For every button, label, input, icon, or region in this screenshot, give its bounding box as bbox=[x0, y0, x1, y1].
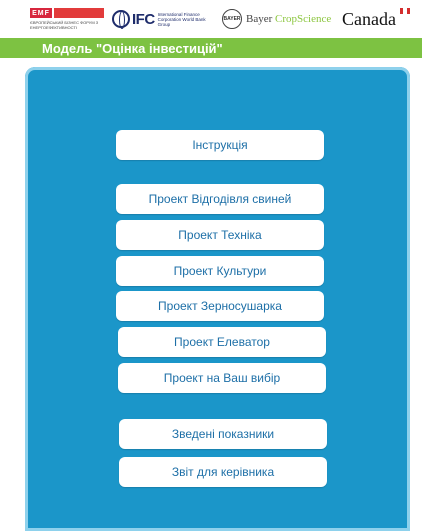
title-bar bbox=[0, 38, 422, 58]
globe-icon bbox=[112, 10, 130, 28]
ifc-logo-label: IFC bbox=[132, 10, 155, 28]
bayer-suffix: CropScience bbox=[275, 13, 332, 25]
project-elevator-button[interactable]: Проект Елеватор bbox=[118, 327, 326, 357]
emf-logo bbox=[30, 6, 104, 32]
menu-panel bbox=[25, 67, 410, 531]
bayer-name: Bayer bbox=[246, 13, 273, 25]
page-title: Модель "Оцінка інвестицій" bbox=[42, 40, 223, 56]
ifc-tagline: International Finance Corporation World Bank Group bbox=[157, 11, 206, 27]
bayer-logo bbox=[222, 6, 340, 32]
bayer-cross-icon: BAYER bbox=[222, 9, 242, 29]
report-button[interactable]: Звіт для керівника bbox=[119, 457, 327, 487]
project-machinery-button[interactable]: Проект Техніка bbox=[116, 220, 324, 250]
logo-strip bbox=[0, 0, 433, 38]
emf-tagline: ЄВРОПЕЙСЬКИЙ БІЗНЕС ФОРУМ З ЕНЕРГОЕФЕКТИВНОСТІ bbox=[30, 20, 99, 30]
canada-wordmark: Canada bbox=[342, 8, 396, 29]
ifc-logo bbox=[112, 6, 222, 32]
canada-flag-icon bbox=[400, 8, 410, 14]
canada-logo bbox=[342, 6, 412, 32]
project-crops-button[interactable]: Проект Культури bbox=[116, 256, 324, 286]
emf-logo-label: EMF bbox=[32, 9, 50, 17]
project-custom-button[interactable]: Проект на Ваш вибір bbox=[118, 363, 326, 393]
project-pigs-button[interactable]: Проект Відгодівля свиней bbox=[116, 184, 324, 214]
project-dryer-button[interactable]: Проект Зерносушарка bbox=[116, 291, 324, 321]
summary-button[interactable]: Зведені показники bbox=[119, 419, 327, 449]
instruction-button[interactable]: Інструкція bbox=[116, 130, 324, 160]
